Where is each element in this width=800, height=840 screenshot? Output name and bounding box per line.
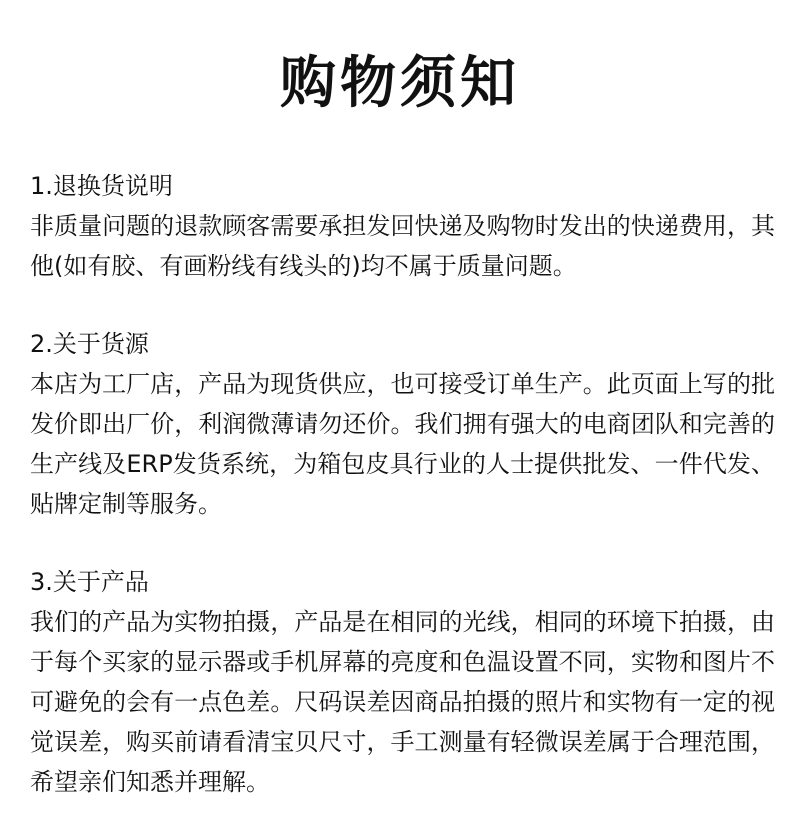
section-about-product: [30, 562, 775, 802]
section-body: 我们的产品为实物拍摄，产品是在相同的光线，相同的环境下拍摄，由于每个买家的显示器或手机屏幕的亮度和色温设置不同，实物和图片不可避免的会有一点色差。尺码误差因商品拍摄的照片和实物有一定的视觉误差，购买前请看清宝贝尺寸，手工测量有轻微误差属于合理范围，希望亲们知悉并理解。: [30, 608, 775, 796]
section-heading: 1.退换货说明: [30, 172, 173, 200]
section-body: 本店为工厂店，产品为现货供应，也可接受订单生产。此页面上写的批发价即出厂价，利润微薄请勿还价。我们拥有强大的电商团队和完善的生产线及ERP发货系统，为箱包皮具行业的人士提供批发、一件代发、贴牌定制等服务。: [30, 370, 775, 518]
page-title: 购物须知: [280, 51, 520, 116]
section-heading: 2.关于货源: [30, 330, 149, 358]
section-return-policy: [30, 166, 775, 286]
section-body: 非质量问题的退款顾客需要承担发回快递及购物时发出的快递费用，其他(如有胶、有画粉线有线头的)均不属于质量问题。: [30, 212, 775, 280]
section-heading: 3.关于产品: [30, 568, 149, 596]
section-supply-source: [30, 324, 775, 524]
notice-content: [30, 166, 775, 840]
